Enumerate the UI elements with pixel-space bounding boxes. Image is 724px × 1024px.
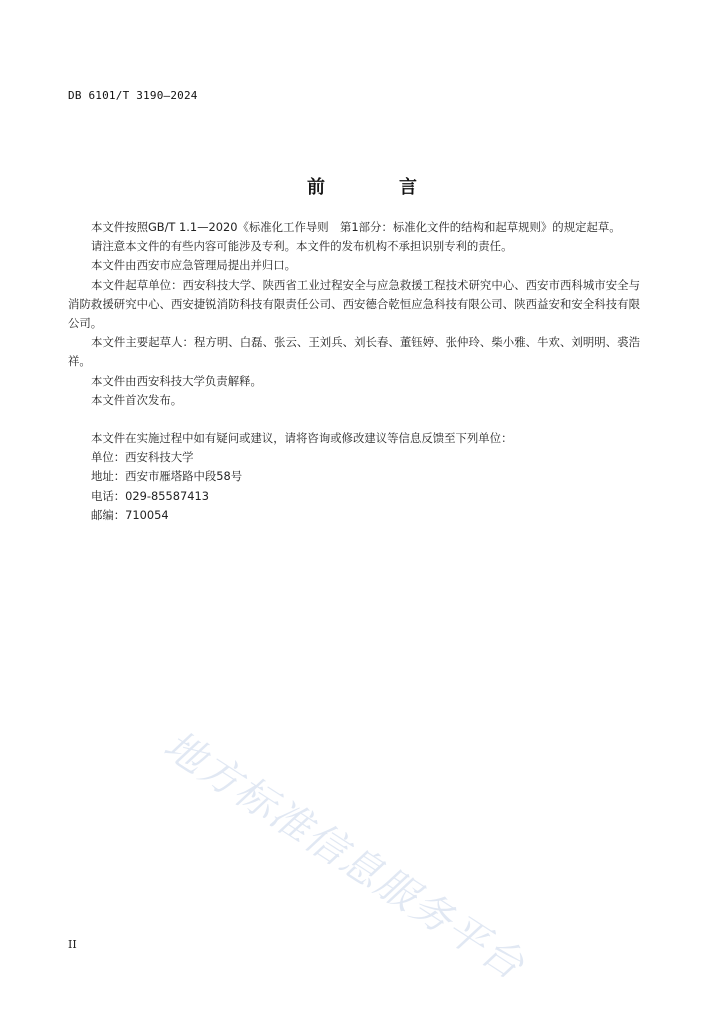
paragraph-interpretation: 本文件由西安科技大学负责解释。 — [91, 373, 262, 388]
paragraph-drafters: 本文件主要起草人：程方明、白磊、张云、王刘兵、刘长春、董钰婷、张仲玲、柴小雅、牛欢、刘明明、裘浩祥。 — [68, 335, 640, 369]
spacer — [68, 410, 640, 429]
paragraph-drafting-rules: 本文件按照GB/T 1.1—2020《标准化工作导则 第1部分：标准化文件的结构和起草规则》的规定起草。 — [91, 220, 621, 234]
foreword-body — [68, 218, 640, 525]
feedback-postcode: 邮编：710054 — [91, 507, 169, 522]
page-title: 前 言 — [307, 177, 445, 198]
feedback-phone: 电话：029-85587413 — [91, 488, 210, 503]
feedback-address: 地址：西安市雁塔路中段58号 — [91, 469, 243, 484]
page-number: II — [68, 938, 77, 951]
feedback-intro: 本文件在实施过程中如有疑问或建议，请将咨询或修改建议等信息反馈至下列单位： — [91, 431, 513, 446]
paragraph-drafting-units: 本文件起草单位：西安科技大学、陕西省工业过程安全与应急救援工程技术研究中心、西安市西科城市安全与消防救援研究中心、西安捷锐消防科技有限责任公司、西安德合乾恒应急科技有限公司、陕西益安和安全科技有限公司。 — [68, 277, 640, 331]
watermark: 地方标准信息服务平台 — [155, 722, 533, 990]
feedback-unit: 单位：西安科技大学 — [91, 450, 194, 465]
paragraph-patent-notice: 请注意本文件的有些内容可能涉及专利。本文件的发布机构不承担识别专利的责任。 — [91, 239, 513, 254]
standard-code: DB 6101/T 3190—2024 — [68, 89, 198, 102]
paragraph-first-release: 本文件首次发布。 — [91, 392, 183, 407]
paragraph-proposer: 本文件由西安市应急管理局提出并归口。 — [91, 258, 297, 273]
